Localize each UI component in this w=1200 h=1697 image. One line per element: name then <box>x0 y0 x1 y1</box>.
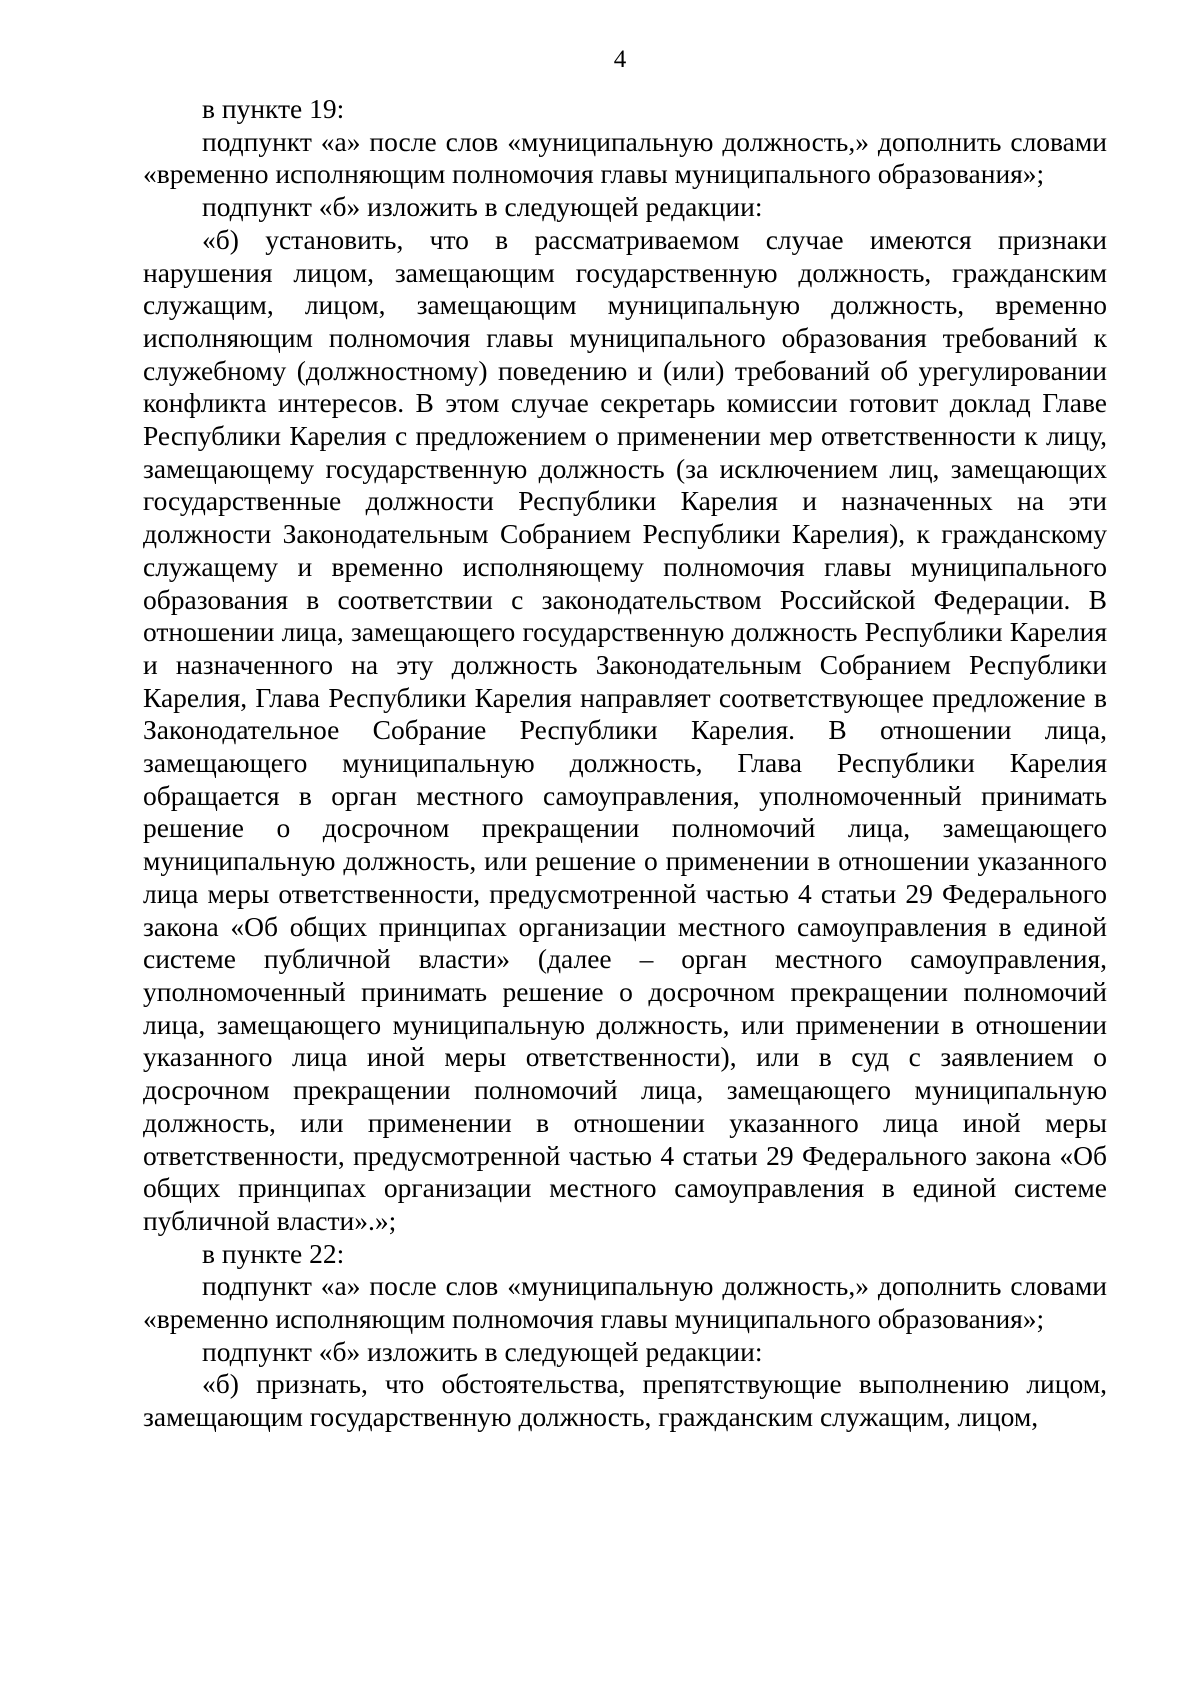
paragraph-subitem-a-22: подпункт «а» после слов «муниципальную должность,» дополнить словами «временно исполняющим полномочия главы муниципального образования»; <box>143 1270 1107 1335</box>
paragraph-item-19-heading: в пункте 19: <box>202 93 345 124</box>
paragraph-subitem-b-19-text: «б) установить, что в рассматриваемом случае имеются признаки нарушения лицом, замещающим государственную должность, гражданским служащим, лицом, замещающим муниципальную должность, временно исполняющим полномочия главы муниципального образования требований к служебному (должностному) поведению и (или) требований об урегулировании конфликта интересов. В этом случае секретарь комиссии готовит доклад Главе Республики Карелия с предложением о применении мер ответственности к лицу, замещающему государственную должность (за исключением лиц, замещающих государственные должности Республики Карелия и назначенных на эти должности Законодательным Собранием Республики Карелия), к гражданскому служащему и временно исполняющему полномочия главы муниципального образования в соответствии с законодательством Российской Федерации. В отношении лица, замещающего государственную должность Республики Карелия и назначенного на эту должность Законодательным Собранием Республики Карелия, Глава Республики Карелия направляет соответствующее предложение в Законодательное Собрание Республики Карелия. В отношении лица, замещающего муниципальную должность, Глава Республики Карелия обращается в орган местного самоуправления, уполномоченный принимать решение о досрочном прекращении полномочий лица, замещающего муниципальную должность, или решение о применении в отношении указанного лица меры ответственности, предусмотренной частью 4 статьи 29 Федерального закона «Об общих принципах организации местного самоуправления в единой системе публичной власти» (далее – орган местного самоуправления, уполномоченный принимать решение о досрочном прекращении полномочий лица, замещающего муниципальную должность, или применении в отношении указанного лица иной меры ответственности), или в суд с заявлением о досрочном прекращении полномочий лица, замещающего муниципальную должность, или применении в отношении указанного лица иной меры ответственности, предусмотренной частью 4 статьи 29 Федерального закона «Об общих принципах организации местного самоуправления в единой системе публичной власти».»; <box>143 223 1107 1236</box>
document-body <box>143 93 1107 1434</box>
paragraph-subitem-b-22-intro: подпункт «б» изложить в следующей редакции: <box>202 1335 763 1367</box>
paragraph-item-22-heading: в пункте 22: <box>202 1237 345 1269</box>
paragraph-subitem-b-19-intro: подпункт «б» изложить в следующей редакции: <box>202 191 763 223</box>
paragraph-subitem-a-19: подпункт «а» после слов «муниципальную должность,» дополнить словами «временно исполняющим полномочия главы муниципального образования»; <box>143 125 1107 190</box>
page-number: 4 <box>613 46 627 73</box>
paragraph-subitem-b-22-text: «б) признать, что обстоятельства, препятствующие выполнению лицом, замещающим государственную должность, гражданским служащим, лицом, <box>143 1368 1107 1433</box>
